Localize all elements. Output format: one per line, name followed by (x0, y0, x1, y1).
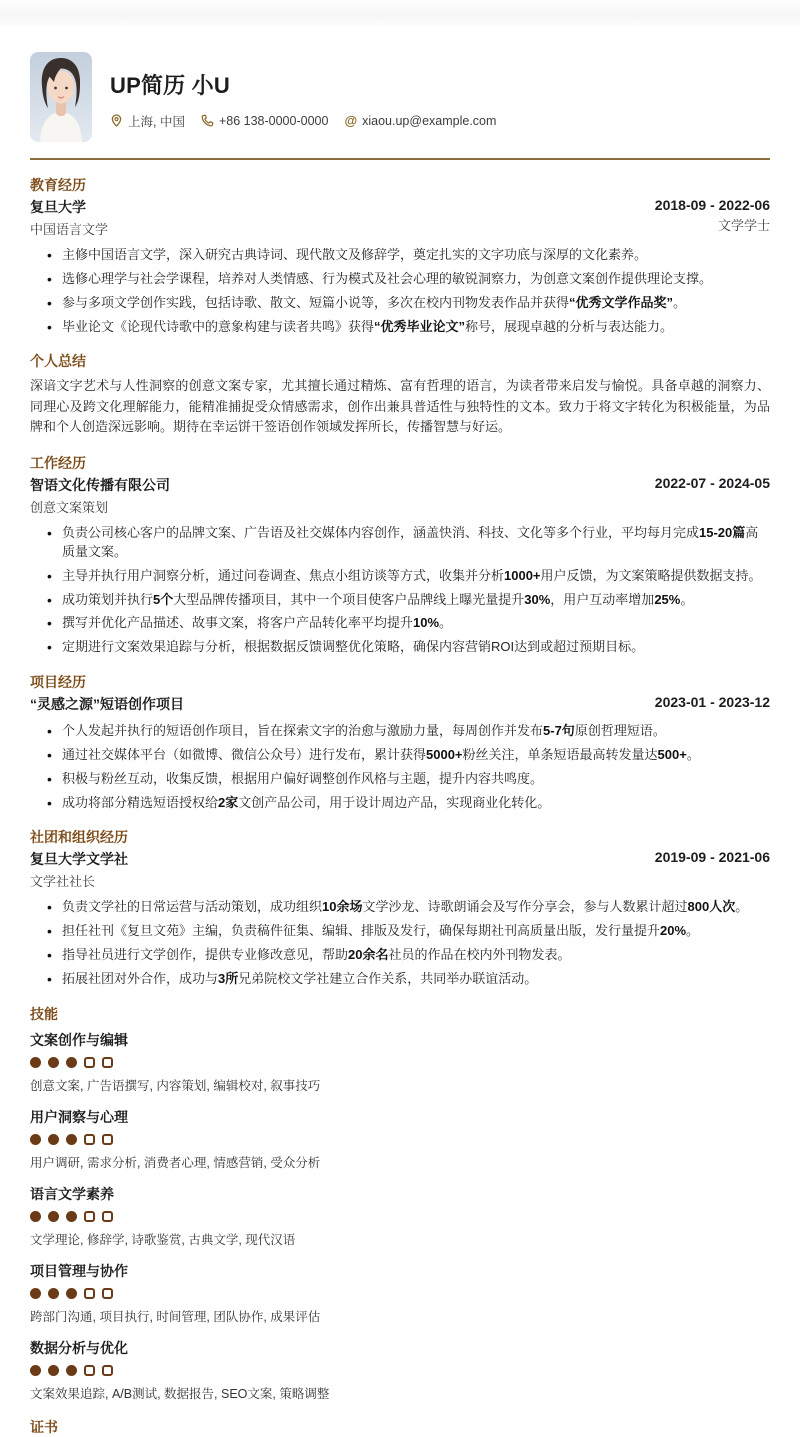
entry-degree: 文学学士 (717, 218, 770, 233)
entry-org: 智语文化传播有限公司 (30, 476, 170, 493)
bullet-text: 担任社刊《复旦文苑》主编，负责稿件征集、编辑、排版及发行，确保每期社刊高质量出版，发行量提升 (62, 923, 661, 939)
phone-icon (201, 114, 214, 127)
section-title-project: 项目经历 (30, 674, 86, 691)
contact-phone-text: +86 138-0000-0000 (218, 113, 329, 128)
bullet-text: 高质量文案。 (62, 524, 759, 559)
bullet-text: 成功策划并执行 (62, 591, 154, 607)
skill-item (30, 1338, 770, 1402)
identity-block (110, 65, 496, 130)
contact-email (344, 113, 496, 128)
bullet-text: 拓展社团对外合作，成功与 (62, 970, 219, 986)
bullet-item (62, 591, 770, 610)
contact-row (110, 112, 496, 130)
bullet-item (62, 567, 770, 586)
bullet-highlight: “优秀毕业论文” (374, 318, 466, 334)
skill-dot-empty (102, 1134, 113, 1145)
skill-dot-filled (48, 1288, 59, 1299)
skill-dot-empty (84, 1134, 95, 1145)
skill-item (30, 1107, 770, 1171)
section-title-education: 教育经历 (30, 177, 86, 193)
entry-date: 2019-09 - 2021-06 (654, 849, 770, 866)
skill-dot-filled (30, 1057, 41, 1068)
skill-dot-filled (66, 1211, 77, 1222)
bullet-item (62, 638, 770, 657)
skill-dot-filled (48, 1211, 59, 1222)
entry-org: 复旦大学文学社 (30, 851, 128, 868)
bullet-item (62, 294, 770, 313)
entry-role: 文学社社长 (30, 874, 96, 890)
bullet-text: 定期进行文案效果追踪与分析，根据数据反馈调整优化策略，确保内容营销ROI达到或超过预期目标。 (62, 639, 645, 655)
resume-header (30, 52, 770, 142)
bullet-highlight: 5-7句 (543, 723, 575, 739)
skill-dot-filled (66, 1365, 77, 1376)
entry-date: 2018-09 - 2022-06 (654, 197, 770, 213)
skill-dot-empty (102, 1288, 113, 1299)
skill-dot-filled (30, 1211, 41, 1222)
skill-dot-filled (30, 1288, 41, 1299)
project-entry-header (30, 694, 770, 714)
bullet-text: 。 (686, 746, 700, 762)
bullet-item (62, 614, 770, 633)
page-top-shade (0, 0, 800, 26)
bullet-highlight: 25% (654, 591, 681, 607)
bullet-highlight: 1000+ (504, 567, 541, 583)
bullet-text: 负责公司核心客户的品牌文案、广告语及社交媒体内容创作，涵盖快消、科技、文化等多个行业，平均每月完成 (62, 524, 700, 540)
header-divider (30, 158, 770, 160)
contact-phone (201, 114, 328, 128)
bullet-highlight: 20% (660, 923, 687, 939)
bullet-text: 社员的作品在校内外刊物发表。 (388, 947, 571, 963)
skill-level-dots (30, 1134, 770, 1145)
section-title-organization: 社团和组织经历 (30, 829, 128, 846)
bullet-text: 积极与粉丝互动，收集反馈，根据用户偏好调整创作风格与主题，提升内容共鸣度。 (62, 770, 544, 786)
skill-keywords: 文案效果追踪, A/B测试, 数据报告, SEO文案, 策略调整 (30, 1386, 330, 1401)
bullet-text: 负责文学社的日常运营与活动策划，成功组织 (62, 899, 323, 915)
bullet-list (30, 246, 770, 336)
bullet-item (62, 922, 770, 941)
bullet-highlight: 5000+ (426, 746, 463, 762)
skill-dot-empty (102, 1365, 113, 1376)
bullet-text: 文学沙龙、诗歌朗诵会及写作分享会，参与人数累计超过 (362, 899, 688, 915)
skill-dot-filled (66, 1134, 77, 1145)
bullet-item (62, 722, 770, 741)
bullet-highlight: 5个 (153, 591, 174, 607)
skill-dot-filled (48, 1134, 59, 1145)
work-entry-header (30, 475, 770, 516)
bullet-highlight: 500+ (657, 746, 687, 762)
skill-keywords: 文学理论, 修辞学, 诗歌鉴赏, 古典文学, 现代汉语 (30, 1232, 296, 1247)
section-title-certificates: 证书 (30, 1418, 58, 1435)
resume-body (0, 175, 800, 1437)
bullet-text: 指导社员进行文学创作，提供专业修改意见，帮助 (62, 947, 349, 963)
skill-dot-empty (84, 1057, 95, 1068)
profile-photo (30, 52, 92, 142)
skill-dot-filled (48, 1365, 59, 1376)
section-title-skills: 技能 (30, 1005, 58, 1022)
bullet-highlight: 30% (524, 591, 551, 607)
bullet-text: 原创哲理短语。 (574, 723, 666, 739)
bullet-highlight: 2家 (218, 794, 239, 810)
bullet-text: 主导并执行用户洞察分析，通过问卷调查、焦点小组访谈等方式，收集并分析 (62, 567, 505, 583)
entry-org: 复旦大学 (30, 199, 86, 215)
skill-dot-filled (48, 1057, 59, 1068)
bullet-item (62, 246, 770, 265)
skill-level-dots (30, 1211, 770, 1222)
bullet-highlight: 800人次 (687, 899, 736, 915)
bullet-text: 毕业论文《论现代诗歌中的意象构建与读者共鸣》获得 (62, 318, 375, 334)
skills-list (30, 1030, 770, 1402)
entry-date: 2022-07 - 2024-05 (654, 474, 770, 491)
bullet-item (62, 770, 770, 789)
entry-role: 中国语言文学 (30, 222, 109, 237)
education-entry-header (30, 197, 770, 238)
entry-date: 2023-01 - 2023-12 (654, 694, 770, 711)
skill-level-dots (30, 1057, 770, 1068)
skill-dot-empty (102, 1057, 113, 1068)
section-title-summary: 个人总结 (30, 353, 86, 370)
bullet-item (62, 270, 770, 289)
skill-dot-filled (66, 1288, 77, 1299)
bullet-list (30, 524, 770, 657)
skill-name: 文案创作与编辑 (30, 1031, 128, 1048)
contact-location (110, 112, 185, 130)
bullet-item (62, 746, 770, 765)
section-summary (30, 351, 770, 438)
skill-name: 语言文学素养 (30, 1185, 114, 1202)
organization-entry-header (30, 849, 770, 890)
bullet-text: 用户反馈，为文案策略提供数据支持。 (540, 567, 762, 583)
section-title-work: 工作经历 (30, 454, 86, 471)
skill-dot-filled (30, 1134, 41, 1145)
skill-item (30, 1030, 770, 1094)
bullet-highlight: “优秀文学作品奖” (569, 294, 674, 310)
skill-level-dots (30, 1288, 770, 1299)
location-pin-icon (110, 114, 123, 127)
bullet-text: 文创产品公司，用于设计周边产品，实现商业化转化。 (238, 794, 551, 810)
skill-item (30, 1184, 770, 1248)
skill-dot-empty (84, 1365, 95, 1376)
skill-dot-empty (84, 1288, 95, 1299)
bullet-text: 兄弟院校文学社建立合作关系，共同举办联谊活动。 (238, 970, 538, 986)
bullet-highlight: 10余场 (322, 899, 363, 915)
bullet-item (62, 318, 770, 337)
contact-location-text: 上海, 中国 (128, 114, 185, 129)
bullet-text: 个人发起并执行的短语创作项目，旨在探索文字的治愈与激励力量，每周创作并发布 (62, 723, 544, 739)
bullet-text: 。 (673, 294, 687, 310)
entry-role: 创意文案策划 (30, 499, 109, 515)
skill-dot-empty (84, 1211, 95, 1222)
bullet-text: 参与多项文学创作实践，包括诗歌、散文、短篇小说等，多次在校内刊物发表作品并获得 (62, 294, 570, 310)
bullet-highlight: 3所 (218, 970, 239, 986)
skill-dot-filled (66, 1057, 77, 1068)
bullet-text: 粉丝关注，单条短语最高转发量达 (462, 746, 658, 762)
section-education (30, 175, 770, 336)
bullet-text: 。 (686, 923, 700, 939)
section-work (30, 453, 770, 657)
bullet-text: 主修中国语言文学，深入研究古典诗词、现代散文及修辞学，奠定扎实的文字功底与深厚的文化素养。 (62, 247, 648, 262)
bullet-text: 大型品牌传播项目，其中一个项目使客户品牌线上曝光量提升 (173, 591, 525, 607)
bullet-item (62, 898, 770, 917)
bullet-item (62, 970, 770, 989)
bullet-highlight: 10% (413, 615, 440, 631)
bullet-text: 。 (439, 615, 453, 631)
skill-name: 项目管理与协作 (30, 1262, 128, 1279)
skill-name: 用户洞察与心理 (30, 1108, 128, 1125)
bullet-text: 。 (680, 591, 694, 607)
candidate-name: UP简历 小U (110, 72, 230, 98)
bullet-text: 称号，展现卓越的分析与表达能力。 (465, 318, 674, 334)
bullet-highlight: 20余名 (348, 947, 389, 963)
skill-name: 数据分析与优化 (30, 1339, 128, 1356)
bullet-text: 。 (735, 899, 749, 915)
bullet-item (62, 524, 770, 562)
bullet-list (30, 898, 770, 988)
bullet-text: 撰写并优化产品描述、故事文案，将客户产品转化率平均提升 (62, 615, 414, 631)
skill-dot-filled (30, 1365, 41, 1376)
skill-keywords: 用户调研, 需求分析, 消费者心理, 情感营销, 受众分析 (30, 1155, 321, 1170)
bullet-list (30, 722, 770, 812)
contact-email-text: xiaou.up@example.com (362, 113, 497, 128)
section-organization (30, 827, 770, 988)
bullet-text: ，用户互动率增加 (550, 591, 655, 607)
section-certificates (30, 1417, 770, 1437)
bullet-text: 通过社交媒体平台（如微博、微信公众号）进行发布，累计获得 (62, 746, 427, 762)
entry-org: “灵感之源”短语创作项目 (30, 696, 184, 713)
bullet-item (62, 794, 770, 813)
skill-item (30, 1261, 770, 1325)
bullet-item (62, 946, 770, 965)
bullet-text: 选修心理学与社会学课程，培养对人类情感、行为模式及社会心理的敏锐洞察力，为创意文案创作提供理论支撑。 (62, 270, 713, 286)
skill-keywords: 创意文案, 广告语撰写, 内容策划, 编辑校对, 叙事技巧 (30, 1078, 321, 1093)
bullet-text: 成功将部分精选短语授权给 (62, 794, 219, 810)
profile-photo-illustration (30, 52, 92, 142)
at-sign-icon: @ (344, 113, 358, 128)
skill-level-dots (30, 1365, 770, 1376)
summary-paragraph: 深谙文字艺术与人性洞察的创意文案专家，尤其擅长通过精炼、富有哲理的语言，为读者带来启发与愉悦。具备卓越的洞察力、同理心及跨文化理解能力，能精准捕捉受众情感需求，创作出兼具普适性与独特性的文本。致力于将文字转化为积极能量，为品牌和个人创造深远影响。期待在幸运饼干签语创作领域发挥所长，传播智慧与好运。 (30, 378, 770, 435)
skill-keywords: 跨部门沟通, 项目执行, 时间管理, 团队协作, 成果评估 (30, 1309, 321, 1324)
skill-dot-empty (102, 1211, 113, 1222)
section-skills (30, 1004, 770, 1402)
section-project (30, 672, 770, 812)
bullet-highlight: 15-20篇 (699, 524, 746, 540)
